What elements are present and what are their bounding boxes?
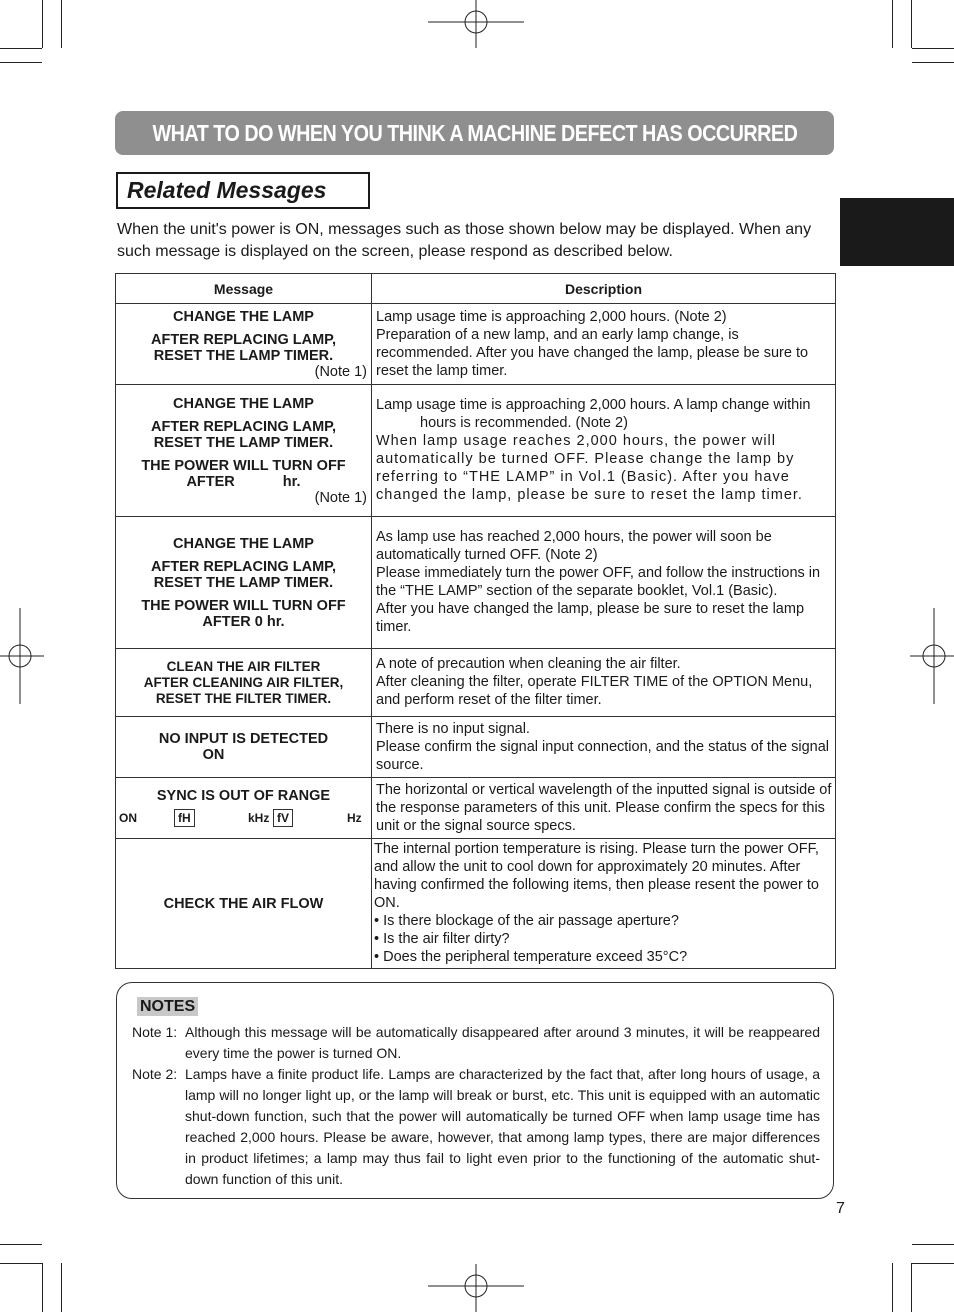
messages-table — [115, 273, 836, 969]
message-line: ON — [202, 747, 225, 763]
message-line: CHANGE THE LAMP — [173, 308, 314, 325]
registration-mark — [428, 0, 524, 48]
table-row — [116, 649, 836, 717]
table-row — [116, 839, 836, 969]
message-cell — [116, 717, 372, 778]
note-2 — [132, 1064, 820, 1190]
message-line: RESET THE LAMP TIMER. — [153, 347, 334, 364]
message-cell — [116, 385, 372, 517]
crop-mark — [911, 0, 912, 48]
description-fragment: Lamp usage time is approaching 2,000 hours. A lamp change within — [376, 397, 811, 413]
message-cell — [116, 517, 372, 649]
notes-box — [116, 982, 834, 1199]
description-text: Please immediately turn the power OFF, and follow the instructions in the “THE LAMP” section of the separate booklet, Vol.1 (Basic). — [376, 565, 821, 599]
bullet-item: • Does the peripheral temperature exceed 35°C? — [374, 949, 688, 965]
message-cell — [116, 304, 372, 385]
crop-mark — [0, 1244, 42, 1245]
description-text: After you have changed the lamp, please be sure to reset the lamp timer. — [376, 601, 805, 635]
message-line: THE POWER WILL TURN OFF — [141, 457, 346, 474]
description-cell — [372, 304, 836, 385]
banner-title: WHAT TO DO WHEN YOU THINK A MACHINE DEFECT HAS OCCURRED — [152, 119, 797, 146]
registration-mark — [428, 1264, 524, 1312]
crop-mark — [911, 1263, 912, 1312]
note-text: Lamps have a finite product life. Lamps are characterized by the fact that, after long hours of usage, a lamp will no longer light up, or the lamp will break or burst, etc. This unit is equipped with an automatic shut-down function, such that the power will automatically be turned OFF when lamp usage time has reached 2,000 hours. Please be aware, however, that among lamp types, there are major differences in product lifetimes; a lamp may thus fail to light even prior to the functioning of the automatic shut-down function of this unit. — [185, 1066, 820, 1187]
table-header-row — [116, 274, 836, 304]
message-cell — [116, 839, 372, 969]
crop-mark — [0, 48, 42, 49]
description-text: Preparation of a new lamp, and an early lamp change, is recommended. After you have changed the lamp, please be sure to reset the lamp timer. — [376, 326, 809, 379]
description-text: The horizontal or vertical wavelength of the inputted signal is outside of the response parameters of this unit. Please confirm the specs for this unit or the signal source specs. — [376, 781, 832, 834]
note-1 — [132, 1022, 820, 1064]
message-line: RESET THE FILTER TIMER. — [155, 690, 332, 706]
message-line: AFTER REPLACING LAMP, — [150, 558, 337, 575]
crop-mark — [912, 62, 954, 63]
table-row — [116, 778, 836, 839]
table-row — [116, 717, 836, 778]
registration-mark — [0, 608, 44, 704]
message-line: CHANGE THE LAMP — [173, 395, 314, 412]
header-description: Description — [372, 274, 836, 304]
message-line: CHECK THE AIR FLOW — [163, 895, 324, 912]
description-cell — [372, 717, 836, 778]
message-line: CLEAN THE AIR FILTER — [166, 658, 321, 674]
message-line: AFTER CLEANING AIR FILTER, — [143, 674, 344, 690]
description-text — [376, 396, 832, 432]
crop-mark — [892, 1263, 893, 1312]
page-banner — [115, 111, 834, 155]
description-text: When lamp usage reaches 2,000 hours, the power will automatically be turned OFF. Please change the lamp by referring to “THE LAMP” in Vol.1 (Basic). After you have changed the lamp, please be sure to reset the lamp timer. — [376, 433, 803, 503]
table-row — [116, 385, 836, 517]
description-fragment: hours is recommended. (Note 2) — [420, 415, 628, 431]
description-cell — [372, 517, 836, 649]
header-message: Message — [116, 274, 372, 304]
description-text: Please confirm the signal input connection, and the status of the signal source. — [376, 738, 830, 773]
chapter-tab — [840, 198, 954, 266]
message-line: AFTER 0 hr. — [202, 613, 285, 630]
description-cell — [372, 839, 836, 969]
table-row — [116, 517, 836, 649]
notes-title: NOTES — [137, 997, 198, 1016]
message-line — [116, 474, 371, 490]
description-text: The internal portion temperature is rising. Please turn the power OFF, and allow the unit to cool down for approximately 20 minutes. After having confirmed the following items, then please resent the power to ON. — [374, 841, 819, 911]
message-line: AFTER REPLACING LAMP, — [150, 331, 337, 348]
fv-label: fV — [273, 809, 293, 827]
crop-mark — [42, 0, 43, 48]
crop-mark — [61, 0, 62, 48]
fh-label: fH — [174, 809, 195, 827]
hz-unit: Hz — [347, 811, 362, 825]
message-word: hr. — [282, 473, 301, 490]
page-number: 7 — [836, 1200, 845, 1217]
crop-mark — [892, 0, 893, 48]
crop-mark — [0, 62, 42, 63]
intro-paragraph: When the unit's power is ON, messages such as those shown below may be displayed. When any such message is displayed on the screen, please respond as described below. — [117, 221, 812, 260]
note-label: Note 2: — [132, 1066, 178, 1082]
crop-mark — [912, 1244, 954, 1245]
crop-mark — [912, 48, 954, 49]
message-line: CHANGE THE LAMP — [173, 535, 314, 552]
crop-mark — [42, 1263, 43, 1312]
description-text: There is no input signal. — [376, 720, 530, 737]
note-ref: (Note 1) — [314, 363, 367, 380]
note-label: Note 1: — [132, 1024, 178, 1040]
crop-mark — [61, 1263, 62, 1312]
message-cell — [116, 649, 372, 717]
description-text: After cleaning the filter, operate FILTER TIME of the OPTION Menu, and perform reset of the filter timer. — [376, 674, 813, 708]
message-line: NO INPUT IS DETECTED — [158, 731, 329, 747]
description-text: A note of precaution when cleaning the air filter. — [376, 656, 681, 672]
message-line: SYNC IS OUT OF RANGE — [156, 788, 331, 804]
description-text: As lamp use has reached 2,000 hours, the power will soon be automatically turned OFF. (Note 2) — [376, 529, 772, 563]
bullet-item: • Is there blockage of the air passage aperture? — [374, 913, 679, 929]
description-cell — [372, 649, 836, 717]
section-title: Related Messages — [116, 172, 370, 209]
message-line: RESET THE LAMP TIMER. — [153, 434, 334, 451]
description-cell — [372, 385, 836, 517]
message-line: RESET THE LAMP TIMER. — [153, 574, 334, 591]
note-ref: (Note 1) — [314, 489, 367, 506]
note-text: Although this message will be automatically disappeared after around 3 minutes, it will be reappeared every time the power is turned ON. — [185, 1024, 820, 1061]
table-row — [116, 304, 836, 385]
crop-mark — [0, 1263, 42, 1264]
description-cell — [372, 778, 836, 839]
message-line: AFTER REPLACING LAMP, — [150, 418, 337, 435]
message-line: THE POWER WILL TURN OFF — [141, 597, 346, 614]
sync-values — [116, 808, 371, 828]
sync-on-label: ON — [119, 811, 137, 825]
message-cell — [116, 778, 372, 839]
bullet-item: • Is the air filter dirty? — [374, 931, 510, 947]
crop-mark — [912, 1263, 954, 1264]
message-word: AFTER — [186, 473, 235, 490]
description-text: Lamp usage time is approaching 2,000 hours. (Note 2) — [376, 308, 727, 325]
registration-mark — [910, 608, 954, 704]
khz-unit: kHz — [248, 811, 270, 825]
